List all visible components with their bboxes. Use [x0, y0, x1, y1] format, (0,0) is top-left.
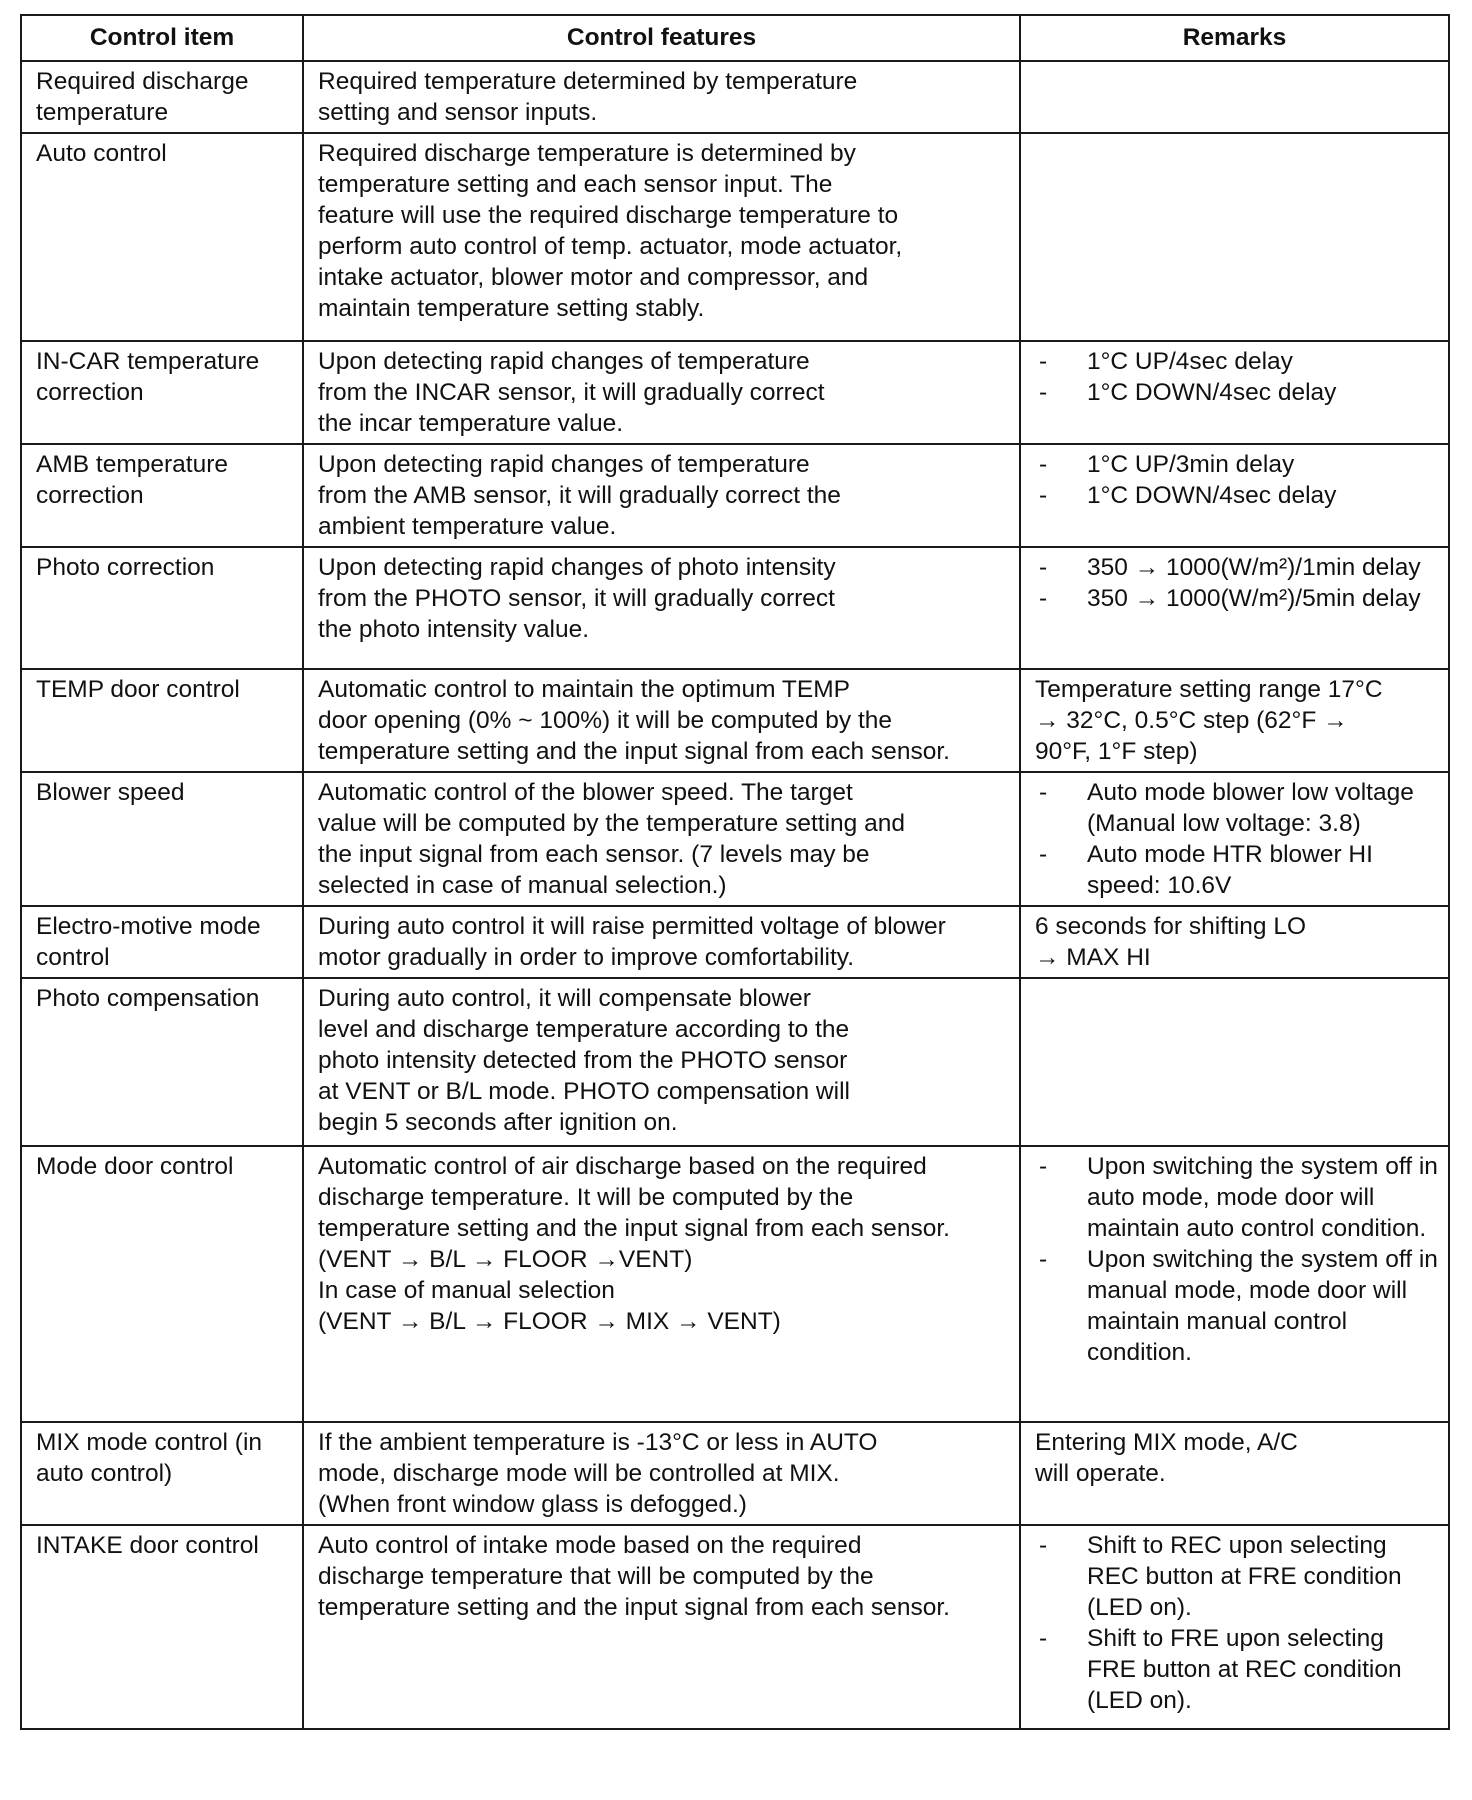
remarks-cell [1020, 133, 1449, 341]
remark-item: - Shift to REC upon selecting REC button at FRE condition (LED on). [1035, 1530, 1438, 1623]
remarks-cell [1020, 978, 1449, 1146]
remarks-list [1035, 552, 1438, 614]
table-row [21, 1525, 1449, 1729]
table-row [21, 444, 1449, 547]
remark-item: - Upon switching the system off in auto mode, mode door will maintain auto control condition. [1035, 1151, 1438, 1244]
remarks-list [1035, 346, 1438, 408]
control-item-cell: Required discharge temperature [21, 61, 303, 133]
remarks-list [1035, 1530, 1438, 1716]
remarks-cell [1020, 906, 1449, 978]
control-features-cell: Upon detecting rapid changes of temperature from the AMB sensor, it will gradually correct the ambient temperature value. [303, 444, 1020, 547]
control-features-cell: Required discharge temperature is determined by temperature setting and each sensor input. The feature will use the required discharge temperature to perform auto control of temp. actuator, mode actuator, intake actuator, blower motor and compressor, and maintain temperature setting stably. [303, 133, 1020, 341]
control-item-cell: Mode door control [21, 1146, 303, 1422]
remarks-cell [1020, 1422, 1449, 1525]
control-item-cell: AMB temperature correction [21, 444, 303, 547]
remarks-text: 6 seconds for shifting LO → MAX HI [1035, 913, 1307, 971]
remarks-cell [1020, 547, 1449, 669]
table-row [21, 61, 1449, 133]
remark-item: - 350 → 1000(W/m²)/5min delay [1035, 583, 1438, 614]
table-row [21, 906, 1449, 978]
remarks-text: Temperature setting range 17°C → 32°C, 0.5°C step (62°F → 90°F, 1°F step) [1035, 676, 1383, 765]
table-row [21, 341, 1449, 444]
remarks-list [1035, 449, 1438, 511]
header-remarks: Remarks [1020, 15, 1449, 61]
table-row [21, 547, 1449, 669]
control-features-cell: Required temperature determined by temperature setting and sensor inputs. [303, 61, 1020, 133]
header-control-item: Control item [21, 15, 303, 61]
control-features-cell: Automatic control of the blower speed. The target value will be computed by the temperature setting and the input signal from each sensor. (7 levels may be selected in case of manual selection.) [303, 772, 1020, 906]
control-features-cell: If the ambient temperature is -13°C or less in AUTO mode, discharge mode will be controlled at MIX. (When front window glass is defogged.) [303, 1422, 1020, 1525]
remarks-cell [1020, 341, 1449, 444]
remark-item: - 1°C UP/3min delay [1035, 449, 1438, 480]
remark-item: - 1°C DOWN/4sec delay [1035, 377, 1438, 408]
table-header-row [21, 15, 1449, 61]
remark-item: - Auto mode blower low voltage (Manual low voltage: 3.8) [1035, 777, 1438, 839]
remark-item: - 1°C UP/4sec delay [1035, 346, 1438, 377]
control-features-cell: Upon detecting rapid changes of photo intensity from the PHOTO sensor, it will gradually correct the photo intensity value. [303, 547, 1020, 669]
remark-item: - 350 → 1000(W/m²)/1min delay [1035, 552, 1438, 583]
table-row [21, 772, 1449, 906]
control-item-cell: Electro-motive mode control [21, 906, 303, 978]
control-features-cell: During auto control, it will compensate blower level and discharge temperature according to the photo intensity detected from the PHOTO sensor at VENT or B/L mode. PHOTO compensation will begin 5 seconds after ignition on. [303, 978, 1020, 1146]
control-item-cell: Auto control [21, 133, 303, 341]
remarks-cell [1020, 1146, 1449, 1422]
control-item-cell: IN-CAR temperature correction [21, 341, 303, 444]
control-item-cell: TEMP door control [21, 669, 303, 772]
table-body [21, 61, 1449, 1729]
remarks-cell [1020, 772, 1449, 906]
table-row [21, 1422, 1449, 1525]
remarks-cell [1020, 61, 1449, 133]
control-features-cell: Auto control of intake mode based on the required discharge temperature that will be computed by the temperature setting and the input signal from each sensor. [303, 1525, 1020, 1729]
control-features-cell: Upon detecting rapid changes of temperature from the INCAR sensor, it will gradually correct the incar temperature value. [303, 341, 1020, 444]
control-item-cell: MIX mode control (in auto control) [21, 1422, 303, 1525]
control-item-cell: INTAKE door control [21, 1525, 303, 1729]
remark-item: - Upon switching the system off in manual mode, mode door will maintain manual control condition. [1035, 1244, 1438, 1368]
remarks-cell [1020, 669, 1449, 772]
header-control-features: Control features [303, 15, 1020, 61]
table-row [21, 978, 1449, 1146]
remark-item: - Auto mode HTR blower HI speed: 10.6V [1035, 839, 1438, 901]
control-item-cell: Blower speed [21, 772, 303, 906]
control-features-cell: Automatic control to maintain the optimum TEMP door opening (0% ~ 100%) it will be computed by the temperature setting and the input signal from each sensor. [303, 669, 1020, 772]
remarks-list [1035, 777, 1438, 901]
control-features-cell: During auto control it will raise permitted voltage of blower motor gradually in order to improve comfortability. [303, 906, 1020, 978]
remarks-cell [1020, 444, 1449, 547]
control-features-table [20, 14, 1450, 1730]
control-item-cell: Photo correction [21, 547, 303, 669]
table-row [21, 133, 1449, 341]
remark-item: - Shift to FRE upon selecting FRE button at REC condition (LED on). [1035, 1623, 1438, 1716]
remarks-list [1035, 1151, 1438, 1368]
control-features-cell: Automatic control of air discharge based on the required discharge temperature. It will be computed by the temperature setting and the input signal from each sensor. (VENT → B/L → FLOOR →VENT) In case of manual selection (VENT → B/L → FLOOR → MIX → VENT) [303, 1146, 1020, 1422]
table-row [21, 669, 1449, 772]
remarks-text: Entering MIX mode, A/C will operate. [1035, 1429, 1298, 1487]
control-item-cell: Photo compensation [21, 978, 303, 1146]
remarks-cell [1020, 1525, 1449, 1729]
remark-item: - 1°C DOWN/4sec delay [1035, 480, 1438, 511]
table-row [21, 1146, 1449, 1422]
